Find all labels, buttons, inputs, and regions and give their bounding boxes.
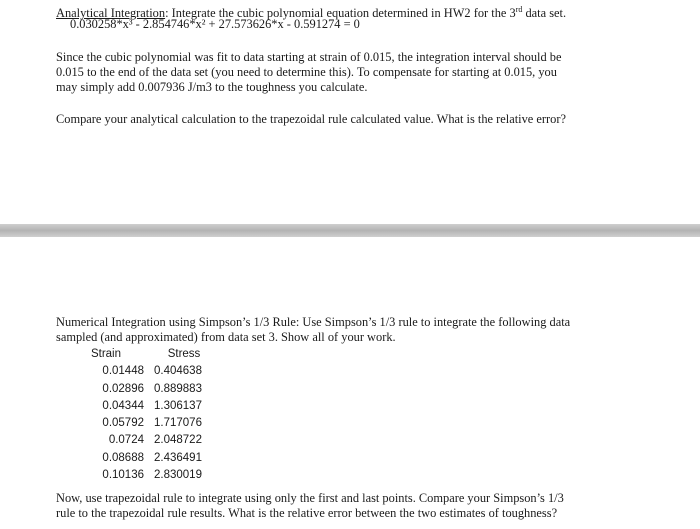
stress-cell: 2.048722 (154, 434, 202, 447)
section1-heading: Analytical Integration (56, 6, 166, 21)
strain-cell: 0.10136 (102, 469, 144, 482)
table-row (74, 381, 224, 398)
strain-cell: 0.08688 (102, 451, 144, 464)
stress-header: Stress (167, 348, 201, 360)
section1-para1-line3: may simply add 0.007936 J/m3 to the toughness you calculate. (56, 80, 368, 94)
section2-para1-line1: Numerical Integration using Simpson’s 1/3 Rule: Use Simpson’s 1/3 rule to integrate the following data (56, 315, 571, 329)
table-row (74, 415, 224, 432)
section1-para1-line2: 0.015 to the end of the data set (you need to determine this). To compensate for starting at 0.015, you (56, 65, 557, 79)
section1-intro: : Integrate the cubic polynomial equation determined in HW2 for the 3 (165, 6, 516, 21)
strain-stress-table (74, 346, 224, 484)
table-row (74, 450, 224, 467)
table-row (74, 398, 224, 415)
section2-para2-line1: Now, use trapezoidal rule to integrate using only the first and last points. Compare your Simpson’s 1/3 (56, 491, 564, 505)
stress-cell: 2.436491 (154, 451, 202, 464)
strain-header: Strain (90, 348, 122, 360)
polynomial-equation: 0.030258*x³ - 2.854746*x² + 27.573626*x - 0.591274 = 0 (70, 17, 360, 31)
strain-cell: 0.05792 (102, 417, 144, 430)
table-row (74, 467, 224, 484)
section-divider (0, 224, 700, 237)
stress-cell: 0.889883 (154, 382, 202, 395)
strain-cell: 0.01448 (102, 365, 144, 378)
section1-intro-sup: rd (515, 5, 523, 14)
strain-cell: 0.0724 (108, 434, 144, 447)
stress-cell: 2.830019 (154, 469, 202, 482)
section1-intro-end: data set. (522, 6, 567, 21)
stress-cell: 1.306137 (154, 399, 202, 412)
section2-para2-line2: rule to the trapezoidal rule results. What is the relative error between the two estimates of toughness? (56, 506, 558, 520)
section1-para1-line1: Since the cubic polynomial was fit to data starting at strain of 0.015, the integration interval should be (56, 50, 562, 64)
table-row (74, 363, 224, 380)
strain-cell: 0.02896 (102, 382, 144, 395)
table-header-row (74, 346, 224, 363)
table-row (74, 432, 224, 449)
stress-cell: 1.717076 (154, 417, 202, 430)
section1-para2: Compare your analytical calculation to the trapezoidal rule calculated value. What is the relative error? (56, 112, 566, 126)
section2-para1-line2: sampled (and approximated) from data set 3. Show all of your work. (56, 330, 396, 344)
strain-cell: 0.04344 (102, 399, 144, 412)
stress-cell: 0.404638 (154, 365, 202, 378)
